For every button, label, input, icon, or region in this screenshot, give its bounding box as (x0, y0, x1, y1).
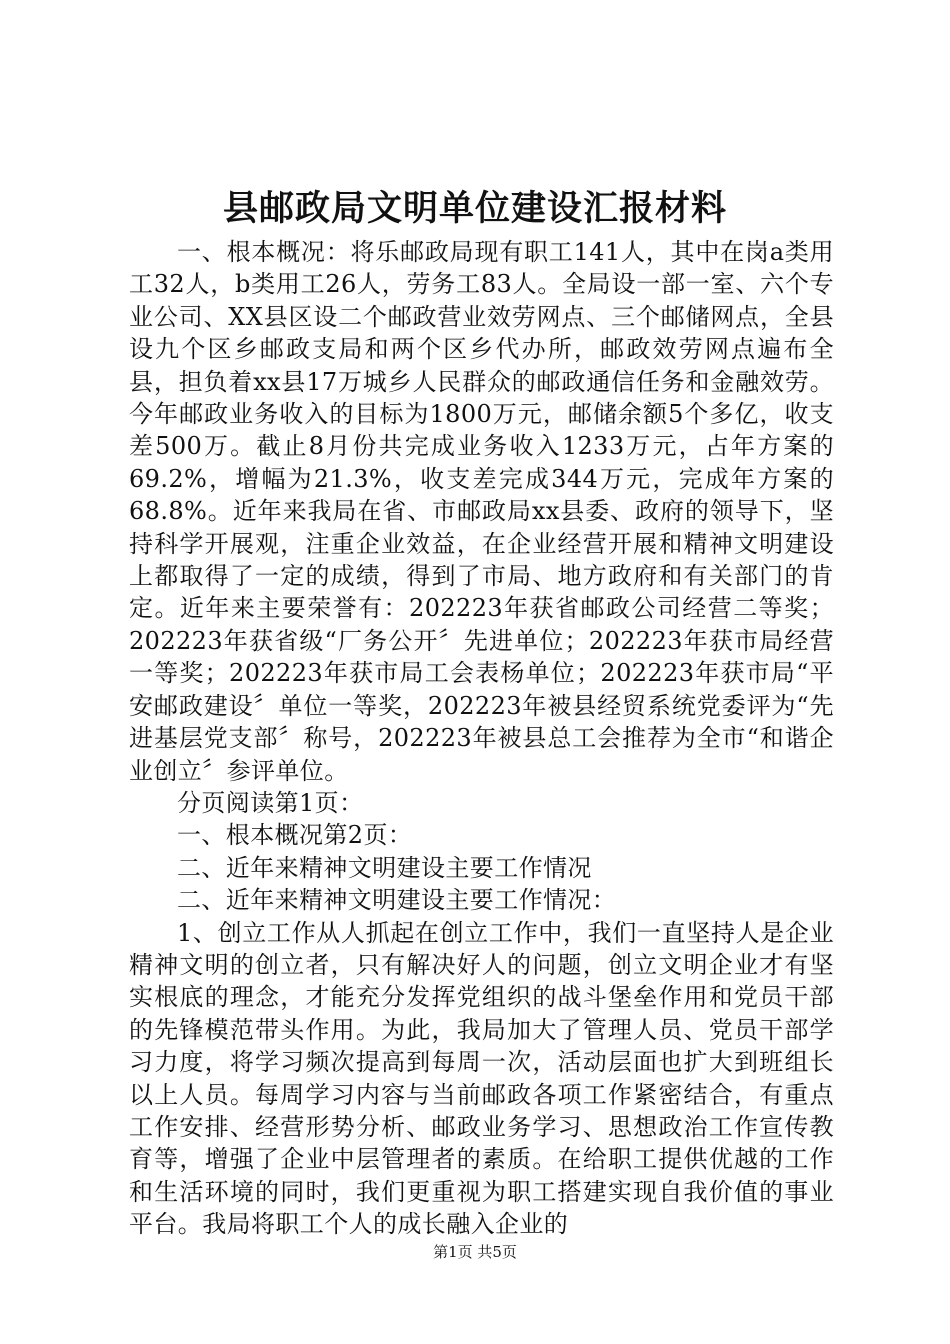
paragraph-page-read: 分页阅读第1页： (177, 788, 364, 817)
paragraph-creation-work: 1、创立工作从人抓起在创立工作中，我们一直坚持人是企业精神文明的创立者，只有解决好人的问题，创立文明企业才有坚实根底的理念，才能充分发挥党组织的战斗堡垒作用和党员干部的先锋模范带头作用。为此，我局加大了管理人员、党员干部学习力度，将学习频次提高到每周一次，活动层面也扩大到班组长以上人员。每周学习内容与当前邮政各项工作紧密结合，有重点工作安排、经营形势分析、邮政业务学习、思想政治工作宣传教育等，增强了企业中层管理者的素质。在给职工提供优越的工作和生活环境的同时，我们更重视为职工搭建实现自我价值的事业平台。我局将职工个人的成长融入企业的 (129, 918, 834, 1239)
paragraph-overview-page2: 一、根本概况第2页： (177, 821, 413, 850)
document-title: 县邮政局文明单位建设汇报材料 (222, 188, 727, 229)
section-heading-colon: 二、近年来精神文明建设主要工作情况： (177, 886, 617, 915)
paragraph-overview: 一、根本概况：将乐邮政局现有职工141人，其中在岗a类用工32人，b类用工26人，劳务工83人。全局设一部一室、六个专业公司、XX县区设二个邮政营业效劳网点、三个邮储网点，全县设九个区乡邮政支局和两个区乡代办所，邮政效劳网点遍布全县，担负着xx县17万城乡人民群众的邮政通信任务和金融效劳。今年邮政业务收入的目标为1800万元，邮储余额5个多亿，收支差500万。截止8月份共完成业务收入1233万元，占年方案的69.2%，增幅为21.3%，收支差完成344万元，完成年方案的68.8%。近年来我局在省、市邮政局xx县委、政府的领导下，坚持科学开展观，注重企业效益，在企业经营开展和精神文明建设上都取得了一定的成绩，得到了市局、地方政府和有关部门的肯定。近年来主要荣誉有：202223年获省邮政公司经营二等奖；202223年获省级“厂务公开〞先进单位；202223年获市局经营一等奖；202223年获市局工会表杨单位；202223年获市局“平安邮政建设〞单位一等奖，202223年被县经贸系统党委评为“先进基层党支部〞称号，202223年被县总工会推荐为全市“和谐企业创立〞参评单位。 (129, 238, 834, 785)
document-body (129, 236, 834, 1241)
page-number-footer: 第1页 共5页 (433, 1243, 517, 1261)
section-heading: 二、近年来精神文明建设主要工作情况 (177, 853, 592, 882)
